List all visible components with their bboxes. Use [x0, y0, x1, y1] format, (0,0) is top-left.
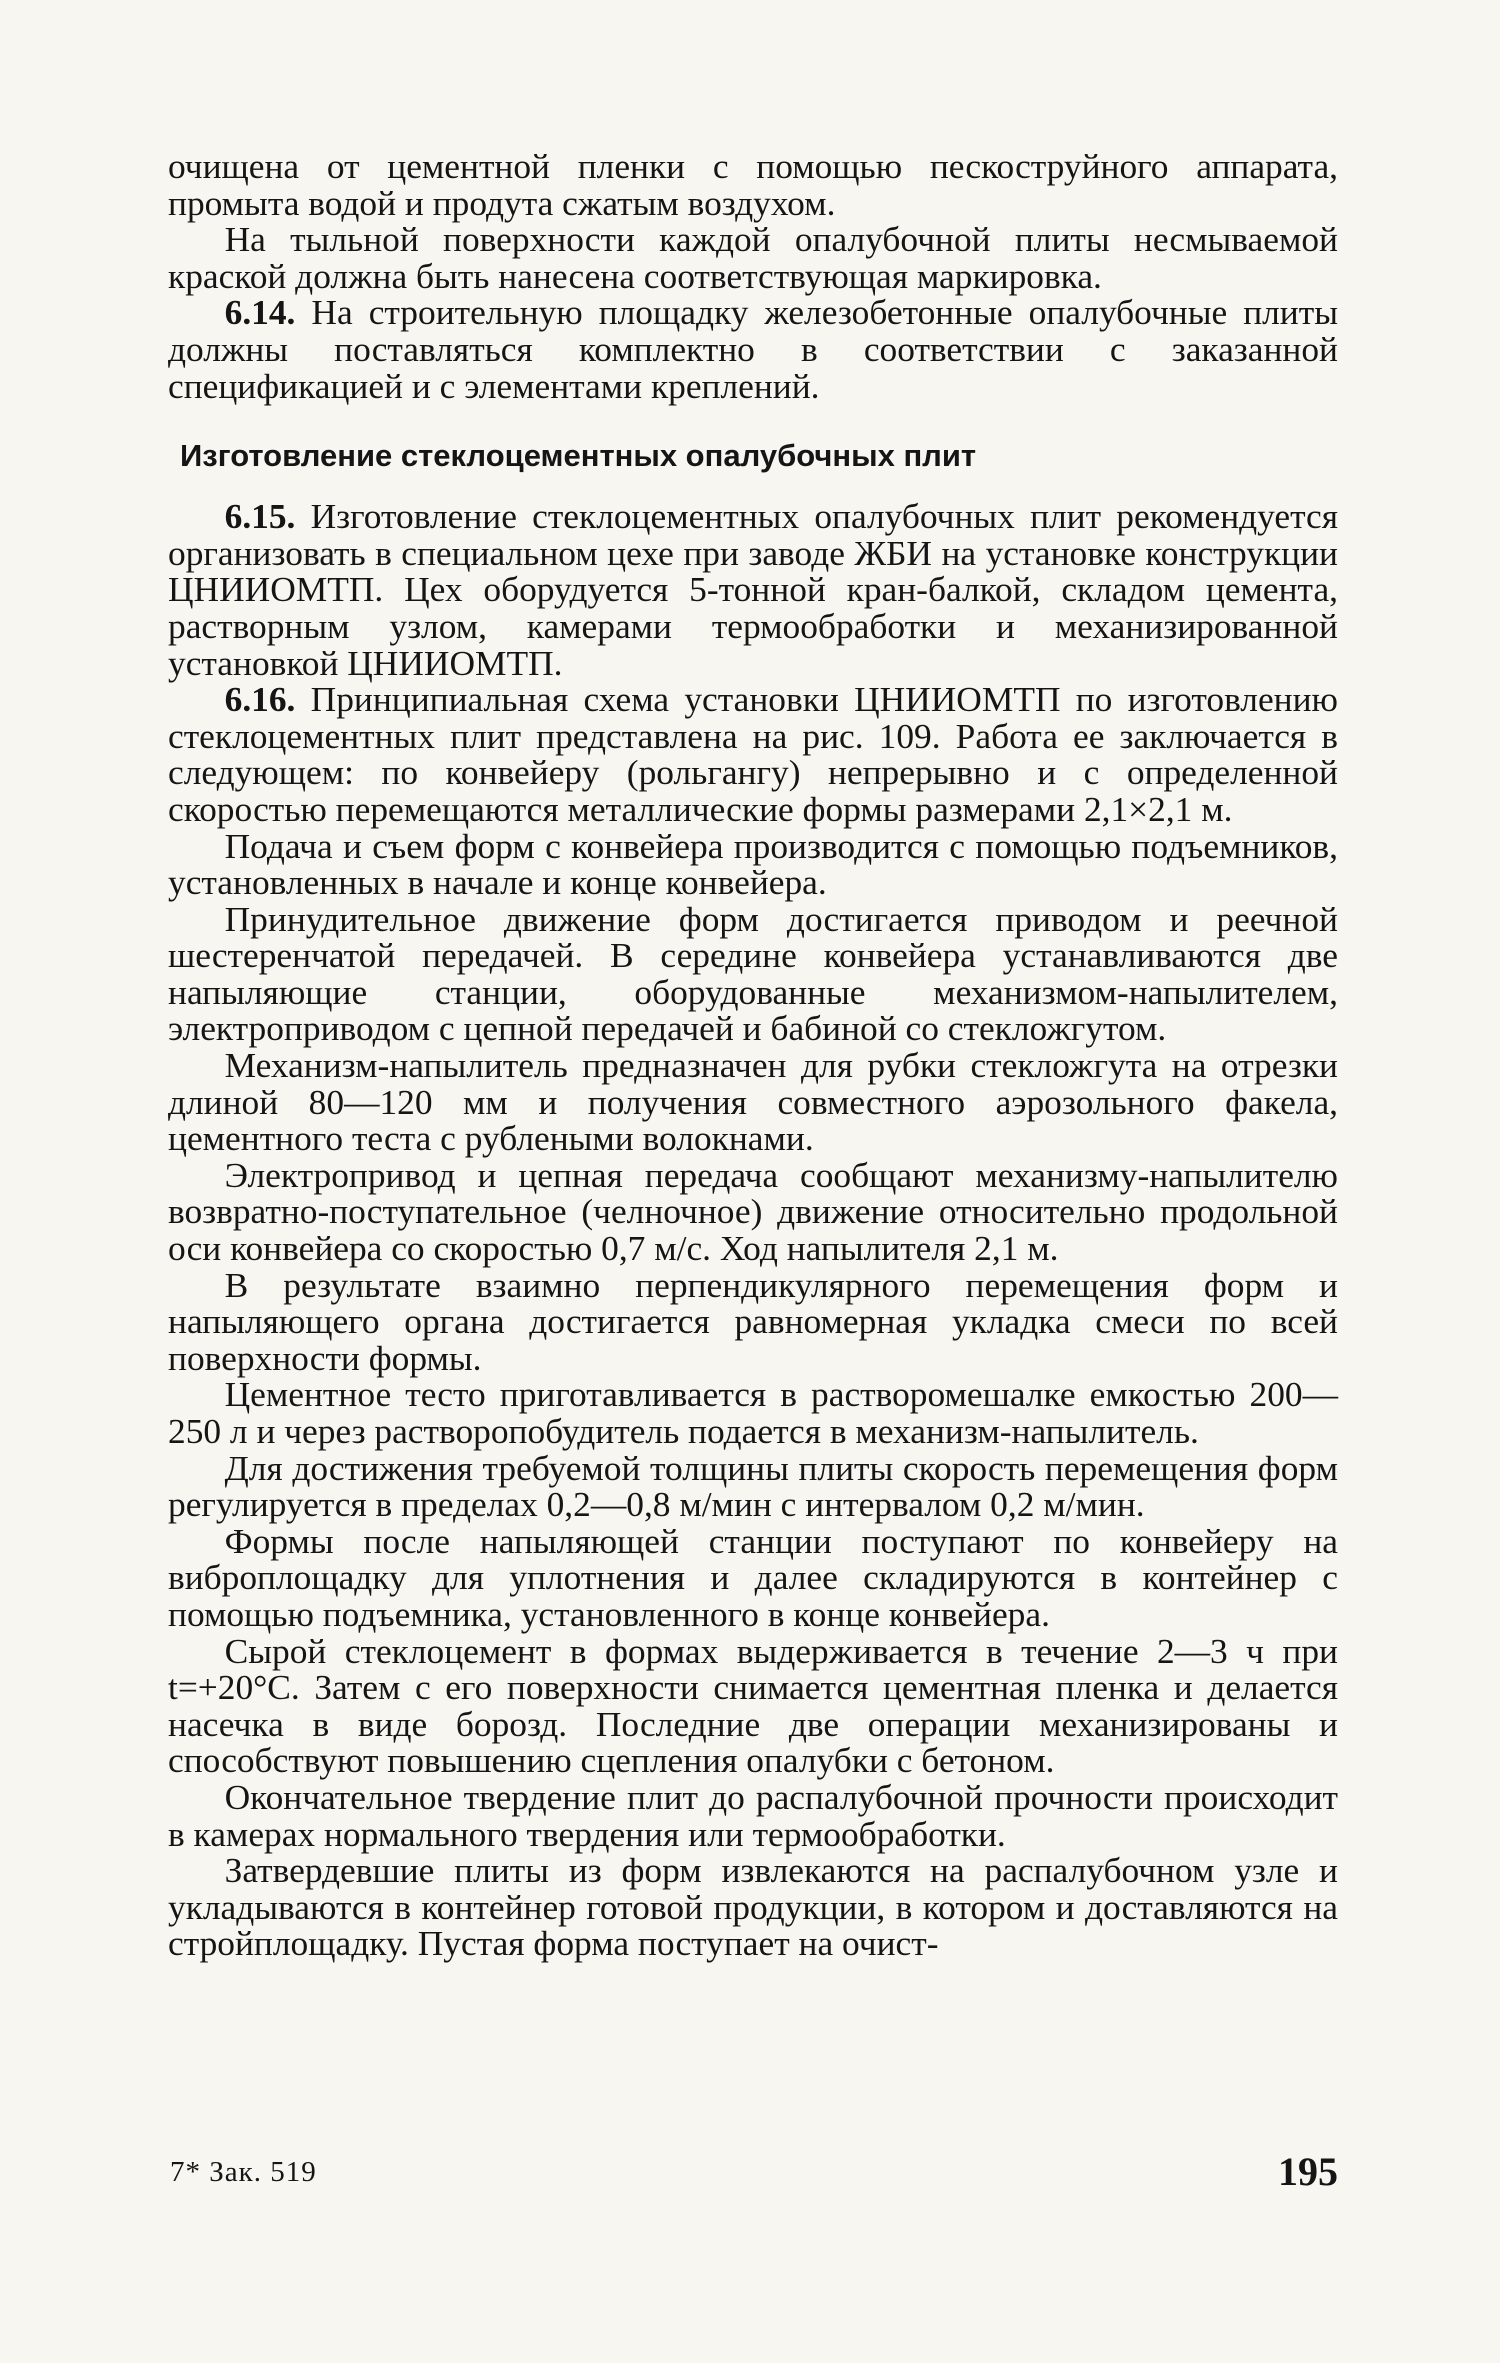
- paragraph-text: Механизм-напылитель предназначен для рубки стекложгута на отрезки длиной 80—120 мм и получения совместного аэрозольного факела, цементного теста с рублеными волокнами.: [168, 1045, 1338, 1159]
- paragraph-6-16: [168, 681, 1338, 827]
- section-heading: Изготовление стеклоцементных опалубочных плит: [180, 438, 977, 474]
- paragraph-text: Для достижения требуемой толщины плиты скорость перемещения форм регулируется в пределах 0,2—0,8 м/мин с интервалом 0,2 м/мин.: [168, 1447, 1338, 1525]
- paragraph-6-15: [168, 498, 1338, 681]
- body-text: [168, 148, 1338, 1962]
- clause-number: 6.14.: [224, 292, 296, 333]
- paragraph-text: На тыльной поверхности каждой опалубочной плиты несмываемой краской должна быть нанесена соответствующая маркировка.: [168, 219, 1338, 296]
- paragraph-text: Сырой стеклоцемент в формах выдерживается в течение 2—3 ч при t=+20°С. Затем с его поверхности снимается цементная пленка и делается насечка в виде борозд. Последние две операции механизированы и способствуют повышению сцепления опалубки с бетоном.: [168, 1630, 1338, 1781]
- paragraph-text: Изготовление стеклоцементных опалубочных плит рекомендуется организовать в специальном цехе при заводе ЖБИ на установке конструкции ЦНИИОМТП. Цех оборудуется 5-тонной кран-балкой, складом цемента, растворным узлом, камерами термообработки и механизированной установкой ЦНИИОМТП.: [168, 496, 1338, 683]
- paragraph-continuation: [168, 148, 1338, 221]
- paragraph-cement-paste: [168, 1376, 1338, 1449]
- paragraph-drive: [168, 898, 1338, 1049]
- paragraph-electric-drive: [168, 1154, 1338, 1269]
- printer-signature: 7* Зак. 519: [170, 2156, 317, 2188]
- paragraph-text: Цементное тесто приготавливается в растворомешалке емкостью 200—250 л и через растворопобудитель подается в механизм-напылитель.: [168, 1374, 1338, 1451]
- paragraph-text: Электропривод и цепная передача сообщают механизму-напылителю возвратно-поступательное (челночное) движение относительно продольной оси конвейера со скоростью 0,7 м/с. Ход напылителя 2,1 м.: [168, 1154, 1338, 1269]
- paragraph-thickness: [168, 1447, 1338, 1525]
- paragraph-sprayer: [168, 1047, 1338, 1157]
- paragraph-text: Окончательное твердение плит до распалубочной прочности происходит в камерах нормального твердения или термообработки.: [168, 1776, 1338, 1854]
- paragraph-curing: [168, 1630, 1338, 1781]
- paragraph-text: Принципиальная схема установки ЦНИИОМТП по изготовлению стеклоцементных плит представлена на рис. 109. Работа ее заключается в следующем: по конвейеру (рольгангу) непрерывно и с определенной скоростью перемещаются металлические формы размерами 2,1×2,1 м.: [168, 679, 1338, 829]
- paragraph-text: На строительную площадку железобетонные опалубочные плиты должны поставляться комплектно в соответствии с заказанной спецификацией и с элементами креплений.: [168, 292, 1338, 406]
- paragraph-text: очищена от цементной пленки с помощью пескоструйного аппарата, промыта водой и продута сжатым воздухом.: [168, 146, 1338, 223]
- paragraph-vibration: [168, 1520, 1338, 1634]
- paragraph-text: В результате взаимно перпендикулярного перемещения форм и напыляющего органа достигается равномерная укладка смеси по всей поверхности формы.: [168, 1264, 1338, 1378]
- paragraph-marking: [168, 221, 1338, 294]
- page-footer: [170, 2148, 1338, 2198]
- clause-number: 6.15.: [224, 496, 296, 537]
- paragraph-text: Затвердевшие плиты из форм извлекаются на распалубочном узле и укладываются в контейнер готовой продукции, в котором и доставляются на стройплощадку. Пустая форма поступает на очист-: [168, 1850, 1338, 1964]
- page-number: 195: [1278, 2149, 1338, 2194]
- paragraph-hardening: [168, 1776, 1338, 1854]
- paragraph-text: Формы после напыляющей станции поступают по конвейеру на виброплощадку для уплотнения и далее складируются в контейнер с помощью подъемника, установленного в конце конвейера.: [168, 1520, 1338, 1634]
- paragraph-6-14: [168, 294, 1338, 404]
- paragraph-text: Принудительное движение форм достигается приводом и реечной шестеренчатой передачей. В середине конвейера устанавливаются две напыляющие станции, оборудованные механизмом-напылителем, электроприводом с цепной передачей и бабиной со стекложгутом.: [168, 898, 1338, 1049]
- paragraph-demolding: [168, 1852, 1338, 1962]
- paragraph-feed: [168, 825, 1338, 903]
- clause-number: 6.16.: [224, 679, 296, 720]
- paragraph-text: Подача и съем форм с конвейера производится с помощью подъемников, установленных в начале и конце конвейера.: [168, 825, 1338, 903]
- paragraph-laying: [168, 1264, 1338, 1378]
